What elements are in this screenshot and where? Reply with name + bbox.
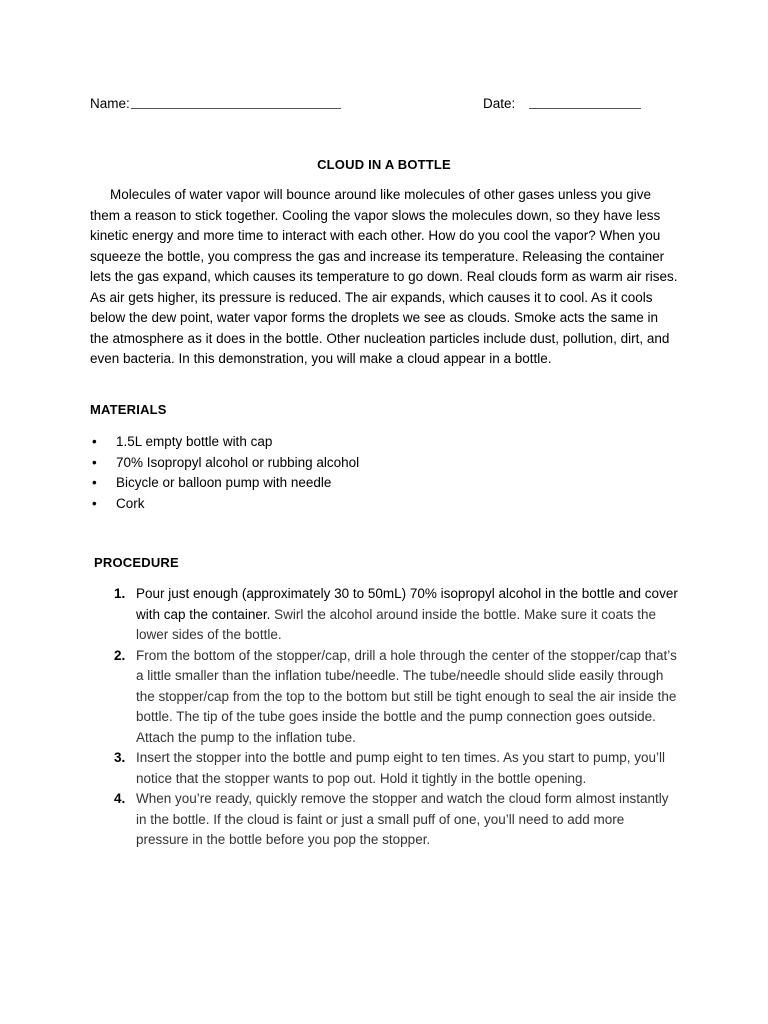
name-label: Name: (90, 96, 130, 111)
date-field (483, 94, 641, 113)
procedure-step (114, 789, 680, 851)
bullet-icon: • (92, 454, 97, 470)
name-field (90, 94, 341, 113)
material-text: Cork (116, 495, 145, 511)
step-text (136, 750, 665, 786)
step-text (136, 648, 677, 745)
material-text: Bicycle or balloon pump with needle (116, 475, 332, 490)
materials-list (90, 432, 359, 514)
step-lead-text: Pour just enough (approximately 30 to 50mL) 70% isopropyl alcohol in the bottle and cover with cap the container. (136, 586, 678, 622)
date-blank-line (529, 94, 641, 109)
step-number: 2. (114, 647, 126, 663)
step-text (136, 791, 669, 847)
bullet-icon: • (92, 434, 97, 449)
bullet-icon: • (92, 495, 97, 511)
list-item (90, 494, 359, 515)
procedure-step (114, 646, 680, 749)
list-item (90, 453, 359, 474)
material-text: 70% Isopropyl alcohol or rubbing alcohol (116, 454, 360, 470)
step-number: 4. (114, 791, 126, 806)
materials-heading: MATERIALS (90, 402, 167, 417)
step-body-text: When you’re ready, quickly remove the stopper and watch the cloud form almost instantly in the bottle. If the cloud is faint or just a small puff of one, you’ll need to add more pressure in the bottle before you pop the stopper. (136, 791, 669, 847)
name-blank-line (131, 94, 341, 109)
step-number: 3. (114, 750, 126, 765)
date-label: Date: (483, 96, 516, 111)
bullet-icon: • (92, 475, 97, 490)
procedure-step (114, 584, 680, 646)
document-title: CLOUD IN A BOTTLE (317, 157, 451, 172)
step-body-text: Swirl the alcohol around inside the bottle. Make sure it coats the lower sides of the bottle. (136, 606, 657, 642)
step-text (136, 586, 678, 642)
header-row (90, 94, 690, 114)
procedure-heading: PROCEDURE (94, 555, 179, 570)
material-text: 1.5L empty bottle with cap (116, 434, 273, 449)
list-item (90, 473, 359, 494)
intro-paragraph: Molecules of water vapor will bounce around like molecules of other gases unless you give them a reason to stick together. Cooling the vapor slows the molecules down, so they have less kinetic energy and more time to interact with each other. How do you cool the vapor? When you squeeze the bottle, you compress the gas and increase its temperature. Releasing the container lets the gas expand, which causes its temperature to go down. Real clouds form as warm air rises. As air gets higher, its pressure is reduced. The air expands, which causes it to cool. As it cools below the dew point, water vapor forms the droplets we see as clouds. Smoke acts the same in the atmosphere as it does in the bottle. Other nucleation particles include dust, pollution, dirt, and even bacteria. In this demonstration, you will make a cloud appear in a bottle. (90, 187, 678, 366)
step-number: 1. (114, 586, 126, 601)
list-item (90, 432, 359, 453)
procedure-step (114, 748, 680, 789)
step-body-text: Insert the stopper into the bottle and pump eight to ten times. As you start to pump, you’ll notice that the stopper wants to pop out. Hold it tightly in the bottle opening. (136, 750, 666, 786)
step-body-text: From the bottom of the stopper/cap, drill a hole through the center of the stopper/cap that’s a little smaller than the inflation tube/needle. The tube/needle should slide easily through the stopper/cap from the top to the bottom but still be tight enough to seal the air inside the bottle. The tip of the tube goes inside the bottle and the pump connection goes outside. Attach the pump to the inflation tube. (136, 647, 677, 745)
procedure-list (114, 584, 680, 851)
